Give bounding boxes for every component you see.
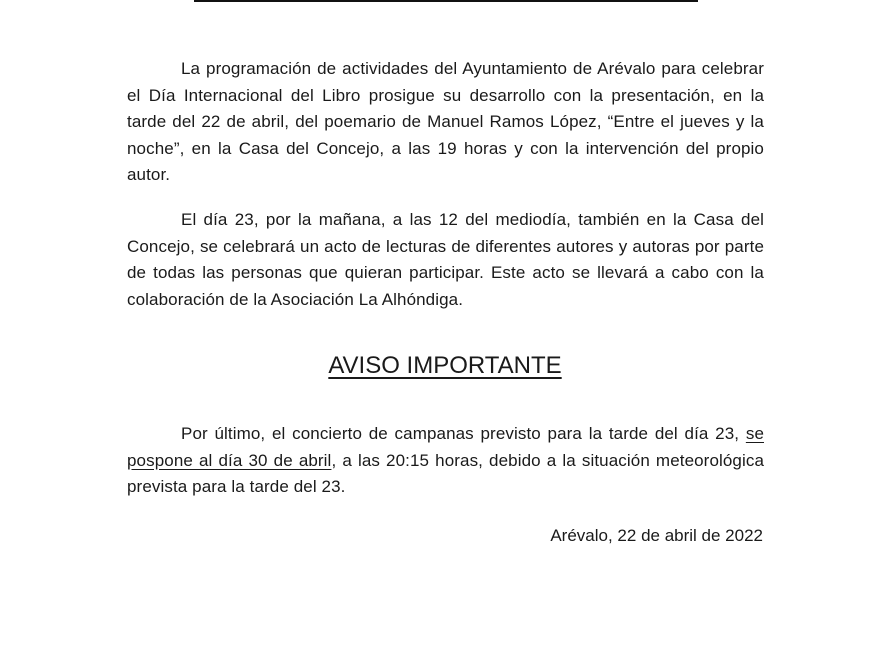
heading-underline-cropped [194, 0, 698, 2]
paragraph-text-start: Por último, el concierto de campanas previsto para la tarde del día 23, [181, 424, 746, 443]
paragraph-text [127, 421, 764, 501]
postponed-date-underlined: se pospone al día 30 de abril [127, 424, 764, 470]
paragraph-readings-event [127, 207, 764, 313]
place-date-signature: Arévalo, 22 de abril de 2022 [550, 526, 763, 545]
paragraph-text: La programación de actividades del Ayuntamiento de Arévalo para celebrar el Día Internacional del Libro prosigue su desarrollo con la presentación, en la tarde del 22 de abril, del poemario de Manuel Ramos López, “Entre el jueves y la noche”, en la Casa del Concejo, a las 19 horas y con la intervención del propio autor. [127, 59, 764, 184]
paragraph-text-end: , a las 20:15 horas, debido a la situación meteorológica prevista para la tarde del 23. [127, 450, 765, 496]
notice-heading [0, 351, 890, 381]
paragraph-book-day-presentation [127, 56, 764, 189]
paragraph-bell-concert-postponed [127, 421, 764, 501]
paragraph-text: El día 23, por la mañana, a las 12 del mediodía, también en la Casa del Concejo, se celebrará un acto de lecturas de diferentes autores y autoras por parte de todas las personas que quieran participar. Este acto se llevará a cabo con la colaboración de la Asociación La Alhóndiga. [127, 210, 764, 309]
notice-heading-text: AVISO IMPORTANTE [328, 352, 562, 379]
